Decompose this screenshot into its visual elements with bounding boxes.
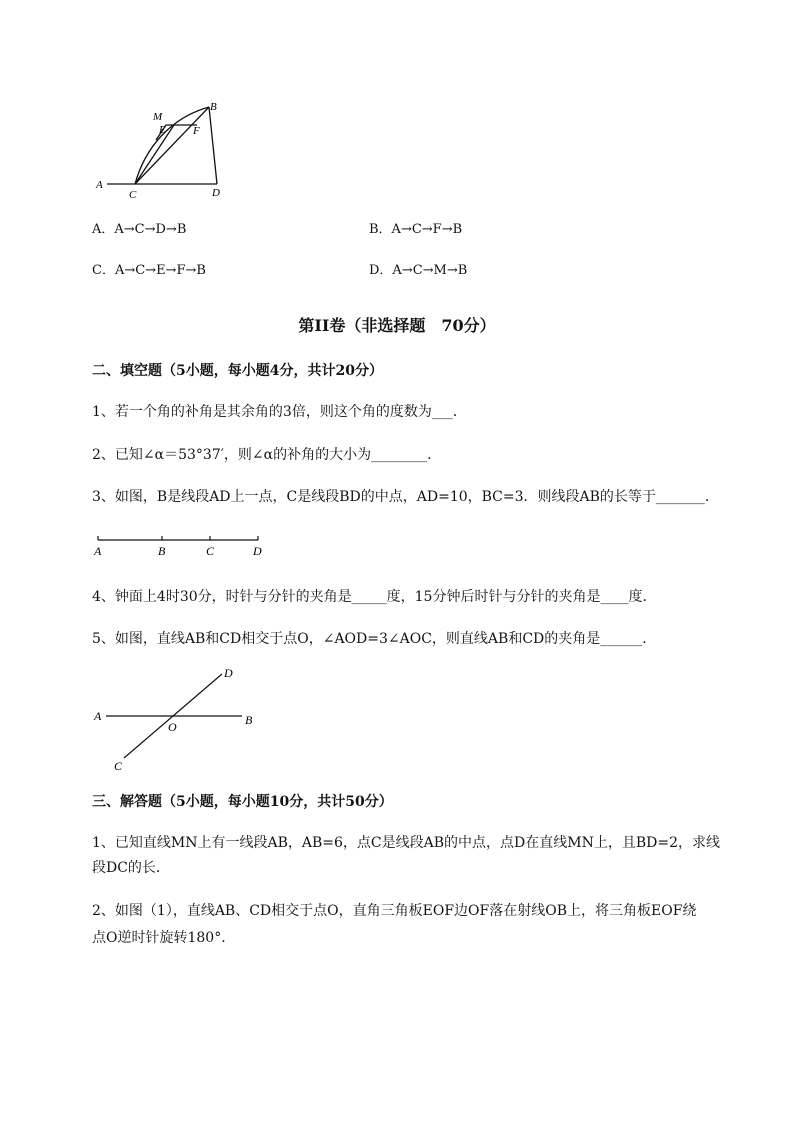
label-C: C: [129, 189, 137, 200]
lines-label-B: B: [245, 713, 253, 727]
figure-segment: [90, 530, 270, 562]
seg-label-B: B: [158, 544, 166, 558]
label-B: B: [210, 101, 217, 113]
part2-title: 第II卷（非选择题 70分）: [298, 316, 496, 335]
question-2-3: 3、如图，B是线段AD上一点，C是线段BD的中点，AD=10，BC=3．则线段AB的长等于_______．: [92, 489, 719, 505]
question-3-2-line1: 2、如图（1），直线AB、CD相交于点O，直角三角板EOF边OF落在射线OB上，将三角板EOF绕: [92, 903, 697, 919]
figure-sector: [90, 98, 230, 200]
question-2-2: 2、已知∠α＝53°37′，则∠α的补角的大小为________．: [92, 447, 442, 463]
section2-heading: 二、填空题（5小题，每小题4分，共计20分）: [92, 363, 383, 379]
question-2-4: 4、钟面上4时30分，时针与分针的夹角是_____度，15分钟后时针与分针的夹角是____度．: [92, 589, 657, 605]
label-M: M: [153, 111, 163, 123]
question-2-5: 5、如图，直线AB和CD相交于点O，∠AOD=3∠AOC，则直线AB和CD的夹角是______．: [92, 631, 657, 647]
question-3-2-line2: 点O逆时针旋转180°．: [92, 930, 236, 946]
seg-label-A: A: [94, 544, 102, 558]
option-b[interactable]: B．A→C→F→B: [369, 222, 463, 237]
option-d[interactable]: D．A→C→M→B: [369, 263, 468, 278]
lines-label-C: C: [114, 759, 123, 773]
question-2-1: 1、若一个角的补角是其余角的3倍，则这个角的度数为___．: [92, 404, 467, 420]
option-c[interactable]: C．A→C→E→F→B: [92, 263, 206, 278]
section3-heading: 三、解答题（5小题，每小题10分，共计50分）: [92, 794, 393, 810]
label-E: E: [159, 124, 166, 136]
label-A: A: [96, 179, 103, 191]
lines-label-D: D: [224, 666, 233, 680]
seg-label-C: C: [206, 544, 215, 558]
label-F: F: [193, 125, 200, 137]
question-3-1-line2: 段DC的长．: [92, 860, 170, 876]
option-a[interactable]: A．A→C→D→B: [92, 222, 187, 237]
lines-label-O: O: [168, 720, 177, 734]
question-3-1-line1: 1、已知直线MN上有一线段AB，AB=6，点C是线段AB的中点，点D在直线MN上，且BD=2，求线: [92, 835, 720, 851]
figure-intersecting-lines: [88, 662, 268, 774]
seg-label-D: D: [253, 544, 262, 558]
label-D: D: [212, 187, 220, 199]
lines-label-A: A: [94, 709, 102, 723]
